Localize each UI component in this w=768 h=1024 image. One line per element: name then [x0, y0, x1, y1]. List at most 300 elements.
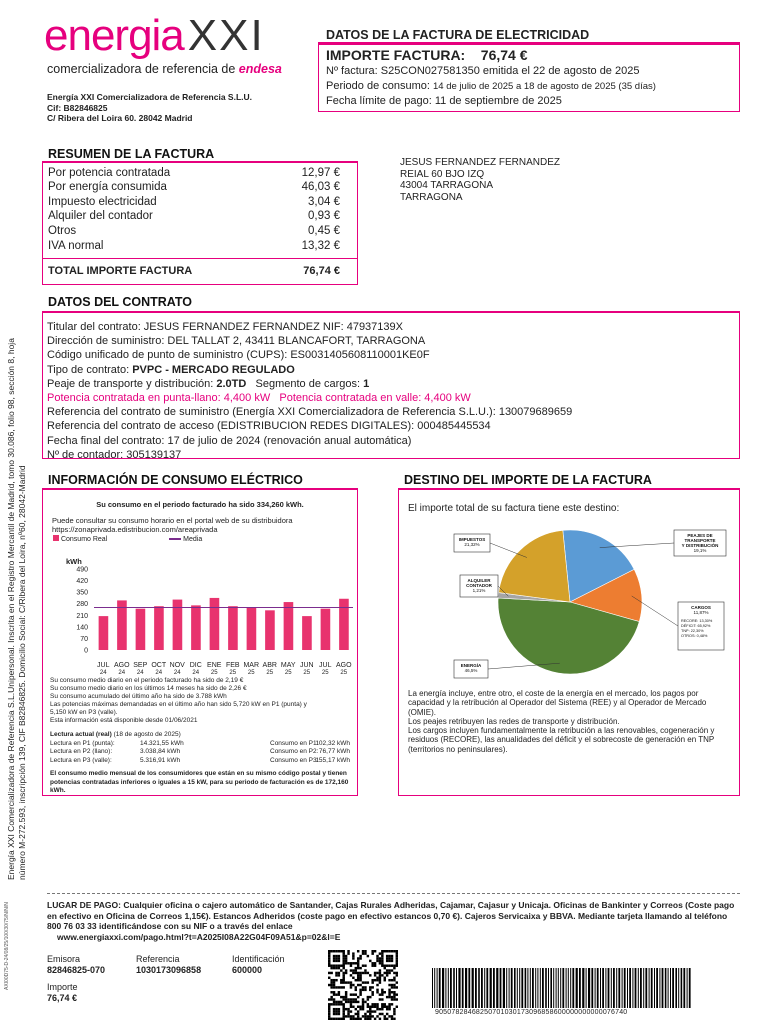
qr-module [333, 984, 335, 986]
qr-module [388, 993, 390, 995]
qr-module [338, 967, 340, 969]
qr-module [386, 1008, 388, 1010]
supply-contract-ref: Referencia del contrato de suministro (Energía XXI Comercializadora de Referencia S.L.U.): 130079689659 [47, 406, 573, 419]
qr-module [388, 957, 390, 959]
qr-module [364, 981, 366, 983]
company-name: Energía XXI Comercializadora de Referencia S.L.U. [47, 92, 253, 102]
qr-module [347, 950, 349, 952]
x-tick-label: MAR [243, 662, 260, 669]
qr-module [391, 969, 393, 971]
qr-module [350, 998, 352, 1000]
qr-module [396, 998, 398, 1000]
qr-module [393, 1010, 395, 1012]
qr-module [347, 1008, 349, 1010]
qr-module [367, 972, 369, 974]
qr-module [333, 979, 335, 981]
qr-module [342, 960, 344, 962]
qr-module [328, 1013, 330, 1015]
qr-module [386, 1013, 388, 1015]
qr-module [333, 1008, 335, 1010]
consumption-bar [339, 599, 349, 650]
qr-module [342, 979, 344, 981]
energia-xxi-logo: energiaXXI [44, 11, 265, 60]
barcode-bar [553, 968, 554, 1008]
qr-module [369, 1015, 371, 1017]
qr-module [357, 1015, 359, 1017]
invoice-box [318, 44, 740, 112]
stat-line: Esta información está disponible desde 01/06/2021 [50, 717, 198, 724]
qr-module [362, 950, 364, 952]
qr-module [342, 1018, 344, 1020]
qr-module [376, 1008, 378, 1010]
qr-module [345, 960, 347, 962]
qr-module [330, 964, 332, 966]
qr-module [379, 977, 381, 979]
qr-module [393, 991, 395, 993]
qr-module [391, 1003, 393, 1005]
qr-module [352, 1001, 354, 1003]
barcode-bar [588, 968, 590, 1008]
customer-name: JESUS FERNANDEZ FERNANDEZ [400, 157, 561, 168]
qr-module [338, 950, 340, 952]
qr-module [384, 972, 386, 974]
qr-module [367, 1006, 369, 1008]
qr-module [359, 967, 361, 969]
y-tick-label: 490 [76, 566, 88, 574]
barcode-bar [579, 968, 581, 1008]
qr-module [371, 962, 373, 964]
qr-module [355, 967, 357, 969]
qr-module [376, 1003, 378, 1005]
portal-url: https://zonaprivada.edistribucion.com/areaprivada [52, 525, 218, 534]
customer-street: REIAL 60 BJO IZQ [400, 168, 485, 180]
barcode-bar [681, 968, 683, 1008]
qr-module [350, 1018, 352, 1020]
consumption-bar [99, 616, 109, 650]
qr-module [376, 979, 378, 981]
barcode-bar [558, 968, 559, 1008]
qr-module [347, 998, 349, 1000]
qr-module [376, 984, 378, 986]
pie-slice-value: 21,32% [464, 542, 480, 547]
qr-module [347, 1013, 349, 1015]
contract-end-date: Fecha final del contrato: 17 de julio de 2024 (renovación anual automática) [47, 434, 412, 447]
y-tick-label: 280 [76, 601, 88, 609]
qr-module [381, 1003, 383, 1005]
qr-module [359, 1018, 361, 1020]
qr-module [347, 962, 349, 964]
barcode-bar [608, 968, 610, 1008]
qr-module [369, 1010, 371, 1012]
qr-module [381, 952, 383, 954]
qr-module [328, 1008, 330, 1010]
stat-line: Su consumo medio diario en los últimos 14 meses ha sido de 2,26 € [50, 685, 247, 692]
qr-module [328, 957, 330, 959]
qr-module [359, 974, 361, 976]
barcode-bar [517, 968, 518, 1008]
qr-module [340, 969, 342, 971]
qr-module [381, 1013, 383, 1015]
qr-module [342, 972, 344, 974]
qr-module [345, 957, 347, 959]
qr-module [342, 1013, 344, 1015]
qr-module [335, 955, 337, 957]
qr-module [335, 1010, 337, 1012]
logo-tagline: comercializadora de referencia de endesa [47, 62, 282, 76]
qr-module [340, 981, 342, 983]
qr-module [357, 962, 359, 964]
barcode-bar [548, 968, 549, 1008]
barcode-bar [640, 968, 642, 1008]
qr-module [362, 1015, 364, 1017]
barcode-bar [560, 968, 561, 1008]
qr-module [352, 1006, 354, 1008]
qr-module [340, 1018, 342, 1020]
legal-side-text: Energía XXI Comercializadora de Referencia S.L.Unipersonal. Inscrita en el Registro Mercantil de Madrid, tomo 30.086, folio 98, sección 8, hoja número M-272.593, inscripción 139, CIF B82846825. Domicilio Social: C/Ribera del Loira, nº60, 28042-Madrid [6, 338, 27, 880]
barcode-bar [535, 968, 536, 1008]
qr-module [376, 955, 378, 957]
qr-module [364, 952, 366, 954]
qr-module [355, 989, 357, 991]
customer-province: TARRAGONA [400, 191, 463, 203]
qr-module [342, 986, 344, 988]
qr-module [362, 972, 364, 974]
barcode-bar [432, 968, 433, 1008]
qr-module [388, 969, 390, 971]
destination-text: La energía incluye, entre otro, el coste de la energía en el mercado, los pagos por capacidad y la retribución al Operador del Sistema (REE) y al Operador de Mercado (OMIE). [408, 689, 707, 717]
qr-module [357, 984, 359, 986]
qr-module [396, 964, 398, 966]
stat-line: Las potencias máximas demandadas en el último año han sido 5,720 kW en P1 (punta) y [50, 701, 307, 708]
qr-module [355, 972, 357, 974]
qr-module [347, 1015, 349, 1017]
qr-module [374, 974, 376, 976]
consumption-bar [302, 616, 312, 650]
qr-module [371, 993, 373, 995]
x-tick-year: 24 [118, 670, 126, 676]
payment-link[interactable]: www.energiaxxi.com/pago.html?t=A2025I08A22G04F09A51&p=02&l=E [57, 931, 341, 942]
qr-module [393, 972, 395, 974]
qr-module [379, 1013, 381, 1015]
y-tick-label: 70 [80, 635, 88, 643]
qr-module [352, 962, 354, 964]
qr-module [359, 957, 361, 959]
qr-module [386, 974, 388, 976]
qr-module [342, 1010, 344, 1012]
qr-module [381, 950, 383, 952]
qr-module [330, 981, 332, 983]
qr-module [396, 952, 398, 954]
x-tick-label: FEB [225, 662, 240, 669]
pie-slice [499, 530, 570, 602]
qr-module [379, 979, 381, 981]
x-tick-year: 25 [340, 670, 348, 676]
qr-module [393, 977, 395, 979]
barcode-bar [595, 968, 596, 1008]
cargos-detail: TNP: 22,30% [681, 629, 704, 633]
qr-module [357, 974, 359, 976]
qr-module [355, 1001, 357, 1003]
qr-module [391, 991, 393, 993]
chart-unit: kWh [66, 557, 82, 566]
qr-module [357, 950, 359, 952]
qr-module [388, 950, 390, 952]
qr-module [342, 981, 344, 983]
qr-module [359, 955, 361, 957]
qr-module [384, 1015, 386, 1017]
qr-module [388, 972, 390, 974]
qr-module [376, 972, 378, 974]
qr-module [333, 1003, 335, 1005]
qr-module [384, 977, 386, 979]
qr-module [391, 998, 393, 1000]
stat-line: Su consumo medio diario en el periodo facturado ha sido de 2,19 € [50, 677, 244, 684]
pie-slice-label: ALQUILER CONTADOR [466, 578, 492, 588]
qr-module [338, 960, 340, 962]
barcode-bar [611, 968, 612, 1008]
qr-module [335, 972, 337, 974]
postal-code-average-note: El consumo medio mensual de los consumidores que están en su mismo código postal y tienen potencias contratadas inferiores o iguales a 15 kW, para su periodo de facturación es de 172,160 kWh. [50, 770, 349, 794]
qr-module [338, 993, 340, 995]
x-tick-label: AGO [335, 662, 352, 669]
qr-module [388, 984, 390, 986]
qr-module [362, 1001, 364, 1003]
qr-module [350, 1001, 352, 1003]
qr-module [333, 955, 335, 957]
qr-module [386, 960, 388, 962]
pie-slice-value: 19,1% [693, 548, 707, 553]
qr-module [371, 981, 373, 983]
qr-module [391, 957, 393, 959]
qr-module [371, 986, 373, 988]
destination-title: DESTINO DEL IMPORTE DE LA FACTURA [404, 473, 652, 487]
qr-module [328, 950, 330, 952]
qr-module [338, 1018, 340, 1020]
qr-module [335, 1001, 337, 1003]
barcode-number: 90507828468250701030173096858600000000000076740 [435, 1009, 628, 1016]
barcode-bar [678, 968, 679, 1008]
qr-module [388, 996, 390, 998]
qr-module [396, 960, 398, 962]
barcode-bar [458, 968, 460, 1008]
qr-module [338, 1008, 340, 1010]
qr-module [342, 1008, 344, 1010]
barcode-bar [472, 968, 474, 1008]
qr-module [345, 1001, 347, 1003]
qr-module [328, 955, 330, 957]
qr-module [342, 967, 344, 969]
portal-line: Puede consultar su consumo horario en el portal web de su distribuidora [52, 516, 293, 525]
company-address: C/ Ribera del Loira 60. 28042 Madrid [47, 113, 193, 123]
barcode-bar [668, 968, 669, 1008]
x-tick-label: SEP [133, 662, 148, 669]
barcode-bar [537, 968, 538, 1008]
qr-module [371, 952, 373, 954]
qr-module [371, 991, 373, 993]
qr-module [391, 950, 393, 952]
legend-real-swatch [53, 535, 59, 541]
contract-holder: Titular del contrato: JESUS FERNANDEZ FERNANDEZ NIF: 47937139X [47, 321, 403, 333]
qr-module [391, 955, 393, 957]
qr-module [384, 1018, 386, 1020]
qr-module [374, 1003, 376, 1005]
consumption-bar [136, 609, 146, 650]
invoice-number: Nº factura: S25CON027581350 emitida el 22 de agosto de 2025 [326, 65, 640, 77]
qr-module [379, 972, 381, 974]
qr-module [357, 1001, 359, 1003]
qr-module [369, 1008, 371, 1010]
qr-module [379, 993, 381, 995]
qr-module [384, 967, 386, 969]
qr-module [376, 957, 378, 959]
qr-module [352, 993, 354, 995]
qr-module [364, 989, 366, 991]
consumption-period: Periodo de consumo: 14 de julio de 2025 a 18 de agosto de 2025 (35 días) [326, 80, 656, 92]
qr-module [379, 974, 381, 976]
payment-barcode [432, 968, 694, 1008]
qr-module [345, 998, 347, 1000]
qr-module [384, 1006, 386, 1008]
consumption-bar [265, 610, 275, 650]
qr-module [379, 998, 381, 1000]
consumption-bar-chart [48, 565, 358, 677]
x-tick-year: 24 [155, 670, 163, 676]
qr-module [357, 1006, 359, 1008]
barcode-bar [582, 968, 584, 1008]
barcode-bar [503, 968, 505, 1008]
barcode-bar [486, 968, 488, 1008]
barcode-bar [624, 968, 626, 1008]
barcode-bar [509, 968, 510, 1008]
qr-module [364, 972, 366, 974]
qr-module [359, 1006, 361, 1008]
portal-info [52, 516, 293, 534]
qr-module [369, 986, 371, 988]
legend-avg-swatch [169, 538, 181, 540]
qr-module [335, 957, 337, 959]
x-tick-year: 25 [247, 670, 255, 676]
qr-module [379, 952, 381, 954]
qr-module [388, 1006, 390, 1008]
qr-module [352, 969, 354, 971]
payment-importe: Importe 76,74 € [47, 982, 78, 1003]
qr-module [359, 989, 361, 991]
qr-module [393, 998, 395, 1000]
qr-module [369, 960, 371, 962]
consumption-stats [50, 677, 350, 725]
reading-title: Lectura actual (real) (18 de agosto de 2025) [50, 731, 181, 738]
qr-module [393, 984, 395, 986]
barcode-bar [570, 968, 571, 1008]
qr-module [338, 1003, 340, 1005]
qr-module [352, 972, 354, 974]
payment-identificacion: Identificación 600000 [232, 954, 285, 975]
qr-module [367, 1010, 369, 1012]
qr-module [345, 955, 347, 957]
qr-module [328, 962, 330, 964]
qr-module [364, 969, 366, 971]
summary-row: Alquiler del contador 0,93 € [48, 210, 340, 222]
qr-module [393, 1018, 395, 1020]
qr-module [355, 998, 357, 1000]
barcode-bar [566, 968, 567, 1008]
x-tick-year: 25 [284, 670, 292, 676]
qr-module [335, 974, 337, 976]
qr-module [374, 962, 376, 964]
qr-module [362, 1008, 364, 1010]
qr-module [333, 1018, 335, 1020]
barcode-bar [490, 968, 492, 1008]
qr-module [371, 1010, 373, 1012]
company-cif: Cif: B82846825 [47, 102, 108, 113]
stat-line: Su consumo acumulado del último año ha sido de 3.788 kWh [50, 693, 227, 700]
qr-module [384, 979, 386, 981]
qr-module [350, 1010, 352, 1012]
qr-module [333, 998, 335, 1000]
payment-due-date: Fecha límite de pago: 11 de septiembre de 2025 [326, 95, 562, 107]
qr-module [393, 996, 395, 998]
qr-module [393, 986, 395, 988]
x-tick-year: 25 [303, 670, 311, 676]
qr-module [379, 960, 381, 962]
qr-module [330, 991, 332, 993]
qr-module [347, 952, 349, 954]
qr-module [364, 1013, 366, 1015]
qr-module [328, 984, 330, 986]
barcode-bar [618, 968, 620, 1008]
qr-module [376, 1015, 378, 1017]
qr-module [371, 979, 373, 981]
qr-module [379, 981, 381, 983]
qr-module [333, 957, 335, 959]
x-tick-label: NOV [169, 662, 185, 669]
qr-module [350, 1015, 352, 1017]
qr-module [355, 993, 357, 995]
destination-text: Los peajes retribuyen las redes de transporte y distribución. [408, 716, 620, 726]
barcode-bar [481, 968, 483, 1008]
barcode-bar [568, 968, 569, 1008]
barcode-bar [511, 968, 513, 1008]
summary-row: Otros 0,45 € [48, 225, 340, 237]
qr-module [350, 986, 352, 988]
qr-module [388, 960, 390, 962]
qr-module [396, 993, 398, 995]
y-tick-label: 0 [84, 647, 88, 655]
qr-module [340, 950, 342, 952]
qr-module [342, 1003, 344, 1005]
qr-module [335, 1018, 337, 1020]
qr-module [371, 1015, 373, 1017]
summary-row: Por potencia contratada 12,97 € [48, 167, 340, 179]
barcode-bar [602, 968, 604, 1008]
barcode-bar [638, 968, 639, 1008]
qr-module [381, 993, 383, 995]
reading-row: Lectura en P3 (valle): 5.316,91 kWh Consumo en P3: 155,17 kWh [50, 756, 350, 764]
qr-module [381, 991, 383, 993]
qr-module [328, 960, 330, 962]
qr-module [381, 962, 383, 964]
qr-module [342, 998, 344, 1000]
qr-module [367, 981, 369, 983]
x-tick-label: JUL [319, 662, 332, 669]
qr-module [386, 964, 388, 966]
pie-slice-value: 11,87% [693, 610, 709, 615]
barcode-bar [527, 968, 528, 1008]
summary-divider [42, 258, 358, 259]
qr-module [396, 972, 398, 974]
qr-module [350, 993, 352, 995]
barcode-bar [521, 968, 523, 1008]
